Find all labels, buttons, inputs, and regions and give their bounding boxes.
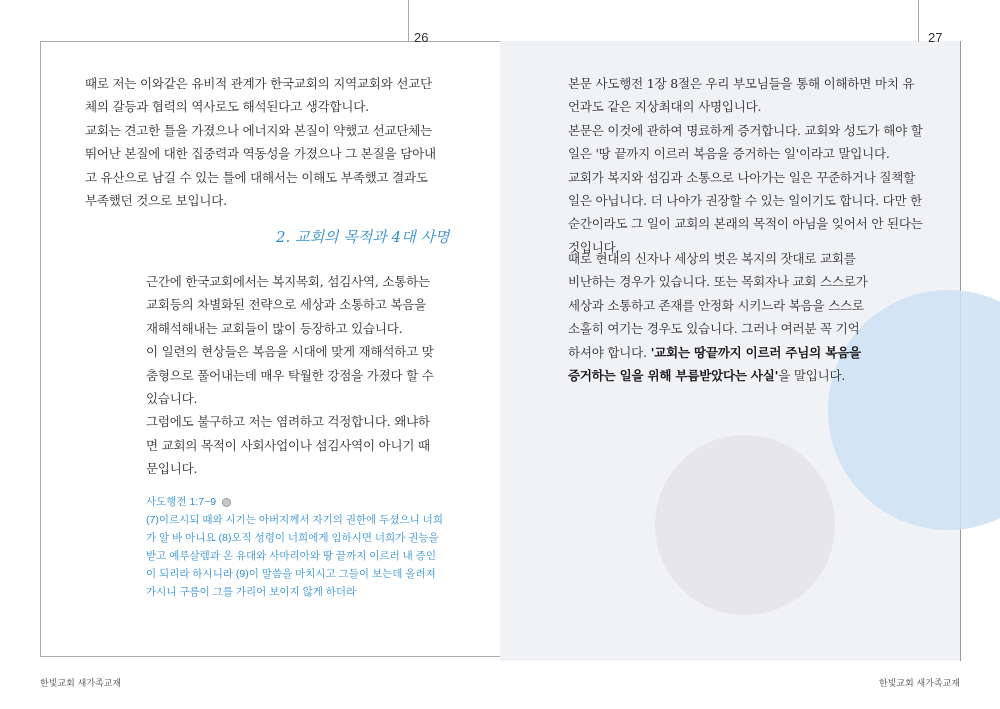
right-paragraph-3: 교회가 복지와 섬김과 소통으로 나아가는 일은 꾸준하거나 질책할 일은 아닙니다. 더 나아가 권장할 수 있는 일이기도 합니다. 다만 한 순간이라도 그 일이 교회의 본래의 목적이 아님을 잊어서 안 된다는 것입니다.	[568, 169, 923, 255]
scripture-box	[146, 493, 446, 601]
right-footer: 한빛교회 새가족교재	[878, 679, 960, 689]
decorative-gray-circle	[655, 435, 835, 615]
left-section-text	[146, 270, 440, 481]
right-paragraph-1: 본문 사도행전 1장 8절은 우리 부모님들을 통해 이해하면 마치 유언과도 같은 지상최대의 사명입니다.	[568, 76, 915, 115]
paragraph-4-start: 때로 현대의 신자나 세상의 벗은 복지의 잣대로 교회를 비난하는 경우가 있습니다. 또는 목회자나 교회 스스로가 세상과 소통하고 존재를 안정화 시키느라 복음을 스스로 소홀히 여기는 경우도 있습니다. 그러나 여러분 꼭 기억하셔야 합니다.	[568, 251, 868, 360]
bullet-dot-icon	[222, 498, 231, 507]
left-page-top-edge-line	[408, 0, 409, 42]
scripture-reference: 사도행전 1:7~9	[146, 496, 217, 508]
scripture-text: (7)이르시되 때와 시기는 아버지께서 자기의 권한에 두셨으니 너희가 알 바 아니요 (8)오직 성령이 너희에게 임하시면 너희가 권능을 받고 예루살렘과 온 유대와 사마리아와 땅 끝까지 이르러 내 증인이 되리라 하시니라 (9)이 말씀을 마치시고 그들이 보는데 올려져 가시니 구름이 그를 가리어 보이지 않게 하더라	[146, 514, 443, 598]
right-page-number: 27	[928, 30, 943, 45]
key-emphasis-sentence: '교회는 땅끝까지 이르러 주님의 복음을 증거하는 일을 위해 부름받았다는 사실'	[568, 344, 861, 384]
left-page-number: 26	[414, 30, 429, 45]
section-paragraph-3: 그럼에도 불구하고 저는 염려하고 걱정합니다. 왜냐하면 교회의 목적이 사회사업이나 섬김사역이 아니기 때문입니다.	[146, 414, 430, 477]
right-text-top	[568, 72, 923, 259]
left-footer: 한빛교회 새가족교재	[40, 679, 122, 689]
section-heading: 2. 교회의 목적과 4대 사명	[276, 228, 450, 246]
right-page-top-edge-line	[918, 0, 919, 42]
right-paragraph-2: 본문은 이것에 관하여 명료하게 증거합니다. 교회와 성도가 해야 할 일은 '땅 끝까지 이르러 복음을 증거하는 일'이라고 말입니다.	[568, 122, 923, 162]
section-paragraph-2: 이 일련의 현상들은 복음을 시대에 맞게 재해석하고 맞춤형으로 풀어내는데 매우 탁월한 강점을 가졌다 할 수 있습니다.	[146, 344, 434, 407]
paragraph-4-end: 을 말입니다.	[778, 368, 846, 384]
right-page	[500, 0, 1000, 709]
section-paragraph-1: 근간에 한국교회에서는 복지목회, 섬김사역, 소통하는 교회등의 차별화된 전략으로 세상과 소통하고 복음을 재해석해내는 교회들이 많이 등장하고 있습니다.	[146, 274, 430, 336]
right-text-bottom	[568, 247, 868, 387]
intro-paragraph-1: 때로 저는 이와같은 유비적 관계가 한국교회의 지역교회와 선교단체의 갈등과 협력의 역사로도 해석된다고 생각합니다.	[85, 76, 433, 115]
left-intro-text	[85, 72, 440, 212]
scripture-reference-row	[146, 493, 446, 511]
intro-paragraph-2: 교회는 견고한 틀을 가졌으나 에너지와 본질이 약했고 선교단체는 뛰어난 본질에 대한 집중력과 역동성을 가졌으나 그 본질을 담아내고 유산으로 남길 수 있는 틀에 대해서는 이해도 부족했고 결과도 부족했던 것으로 보입니다.	[85, 122, 436, 209]
right-paragraph-4	[568, 247, 868, 387]
